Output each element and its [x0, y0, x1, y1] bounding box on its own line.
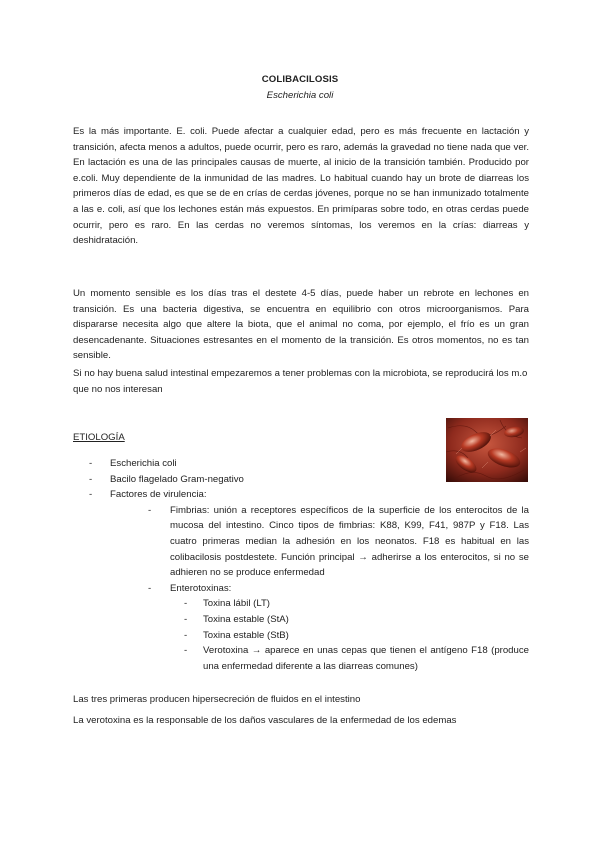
- list-item-escherichia: - Escherichia coli: [89, 456, 529, 472]
- list-item-bacilo: - Bacilo flagelado Gram-negativo: [89, 472, 529, 488]
- toxina-item-lt: - Toxina lábil (LT): [184, 596, 529, 612]
- document-subtitle: Escherichia coli: [266, 90, 334, 101]
- etiologia-list: [89, 456, 529, 674]
- document-title: COLIBACILOSIS: [261, 74, 339, 85]
- list-item-factores: [89, 487, 529, 674]
- factores-sublist: [110, 503, 529, 675]
- paragraph-salud-intestinal: Si no hay buena salud intestinal empezaremos a tener problemas con la microbiota, se reproducirá los m.o que no nos interesan: [73, 368, 528, 395]
- toxinas-sublist: [170, 596, 529, 674]
- sublist-item-fimbrias: - Fimbrias: unión a receptores específicos de la superficie de los enterocitos de la mucosa del intestino. Cinco tipos de fimbrias: K88, K99, F41, 987P y F18. Las cuatro primeras median la adhesión en los neonatos. F18 es habitual en las colibacilosis postdestete. Función principal → adherirse a los enterocitos, si no se adhieren no se produce enfermedad: [148, 503, 529, 581]
- toxina-item-verotoxina: - Verotoxina → aparece en unas cepas que tienen el antígeno F18 (produce una enfermedad diferente a las diarreas comunes): [184, 643, 529, 674]
- section-heading-etiologia: ETIOLOGÍA: [73, 432, 125, 443]
- toxina-item-sta: - Toxina estable (StA): [184, 612, 529, 628]
- paragraph-hipersecrecion: Las tres primeras producen hipersecreción de fluidos en el intestino: [73, 694, 361, 705]
- sublist-item-enterotoxinas: [148, 581, 529, 675]
- paragraph-intro: Es la más importante. E. coli. Puede afectar a cualquier edad, pero es más frecuente en lactación y transición, afecta menos a adultos, puede ocurrir, pero es raro, además la gravedad no tiene nada que ver. En lactación es una de las principales causas de muerte, al inicio de la transición también. Producido por e.coli. Muy dependiente de la inmunidad de las madres. Lo habitual cuando hay un brote de diarreas los primeros días de edad, es que se de en crías de cerdas jóvenes, porque no se han inmunizado totalmente a las e. coli, así que los lechones están más expuestos. En primíparas sobre todo, en otras cerdas puede ocurrir, pero es raro. En las cerdas no veremos síntomas, los veremos en la crías: diarreas y deshidratación.: [73, 126, 529, 247]
- factores-label: Factores de virulencia:: [110, 489, 207, 501]
- toxina-item-stb: - Toxina estable (StB): [184, 628, 529, 644]
- paragraph-verotoxina: La verotoxina es la responsable de los daños vasculares de la enfermedad de los edemas: [73, 715, 457, 726]
- paragraph-destete: Un momento sensible es los días tras el destete 4-5 días, puede haber un rebrote en lechones en transición. Es una bacteria digestiva, se encuentra en equilibrio con otros microorganismos. Para dispararse necesita algo que altere la biota, que el animal no coma, por ejemplo, el frío es un gran desencadenante. Situaciones estresantes en el momento de la transición. Es otros momentos, no es tan sensible.: [73, 288, 529, 362]
- enterotoxinas-label: Enterotoxinas:: [170, 582, 232, 594]
